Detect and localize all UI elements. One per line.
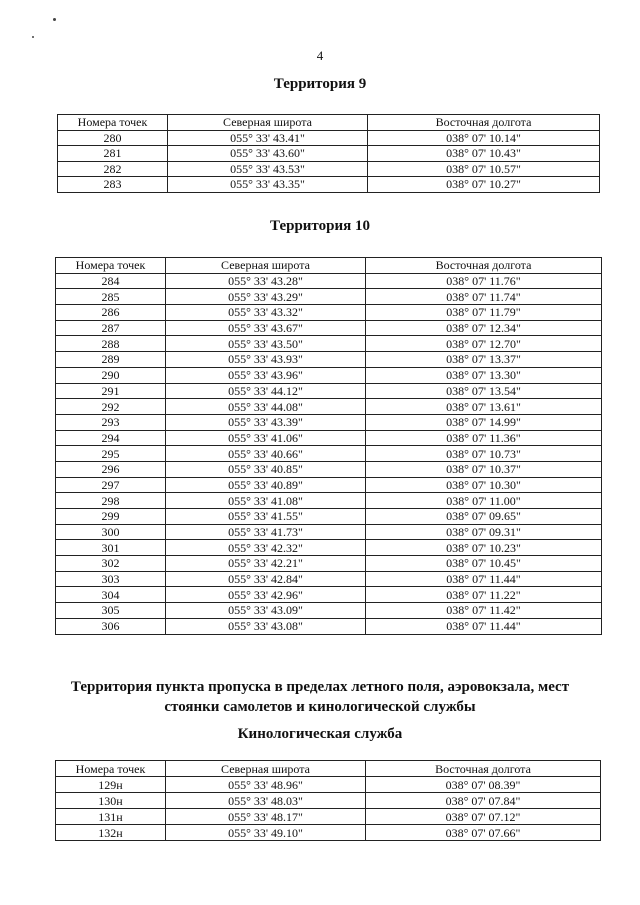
latitude-cell: 055° 33' 44.12" <box>166 383 366 399</box>
table-row <box>56 414 602 430</box>
longitude-cell: 038° 07' 13.37" <box>366 352 602 368</box>
territory-9-table <box>57 114 600 193</box>
latitude-cell: 055° 33' 43.96" <box>166 367 366 383</box>
longitude-cell: 038° 07' 11.00" <box>366 493 602 509</box>
header-longitude: Восточная долгота <box>366 258 602 274</box>
table-row <box>58 161 600 177</box>
longitude-cell: 038° 07' 09.31" <box>366 524 602 540</box>
header-point-number: Номера точек <box>56 761 166 777</box>
point-number-cell: 284 <box>56 273 166 289</box>
longitude-cell: 038° 07' 13.61" <box>366 399 602 415</box>
point-number-cell: 287 <box>56 320 166 336</box>
longitude-cell: 038° 07' 08.39" <box>366 777 601 793</box>
header-point-number: Номера точек <box>58 115 168 131</box>
longitude-cell: 038° 07' 07.66" <box>366 825 601 841</box>
table-row <box>56 587 602 603</box>
point-number-cell: 290 <box>56 367 166 383</box>
latitude-cell: 055° 33' 43.29" <box>166 289 366 305</box>
longitude-cell: 038° 07' 12.34" <box>366 320 602 336</box>
latitude-cell: 055° 33' 43.39" <box>166 414 366 430</box>
checkpoint-title-line-2: стоянки самолетов и кинологической службы <box>164 699 476 715</box>
header-longitude: Восточная долгота <box>368 115 600 131</box>
point-number-cell: 130н <box>56 793 166 809</box>
longitude-cell: 038° 07' 11.79" <box>366 305 602 321</box>
scan-speck-mark <box>32 36 34 38</box>
latitude-cell: 055° 33' 49.10" <box>166 825 366 841</box>
header-latitude: Северная широта <box>166 761 366 777</box>
longitude-cell: 038° 07' 13.54" <box>366 383 602 399</box>
point-number-cell: 303 <box>56 571 166 587</box>
point-number-cell: 285 <box>56 289 166 305</box>
latitude-cell: 055° 33' 48.17" <box>166 809 366 825</box>
table-row <box>56 305 602 321</box>
table-header-row <box>56 761 601 777</box>
table-row <box>56 367 602 383</box>
point-number-cell: 289 <box>56 352 166 368</box>
point-number-cell: 129н <box>56 777 166 793</box>
longitude-cell: 038° 07' 10.57" <box>368 161 600 177</box>
table-row <box>56 477 602 493</box>
header-longitude: Восточная долгота <box>366 761 601 777</box>
latitude-cell: 055° 33' 41.73" <box>166 524 366 540</box>
latitude-cell: 055° 33' 41.55" <box>166 509 366 525</box>
table-row <box>56 793 601 809</box>
canine-service-title: Кинологическая служба <box>237 726 403 742</box>
table-row <box>56 777 601 793</box>
table-header-row <box>58 115 600 131</box>
longitude-cell: 038° 07' 11.22" <box>366 587 602 603</box>
latitude-cell: 055° 33' 41.08" <box>166 493 366 509</box>
latitude-cell: 055° 33' 42.84" <box>166 571 366 587</box>
latitude-cell: 055° 33' 43.35" <box>168 177 368 193</box>
latitude-cell: 055° 33' 48.96" <box>166 777 366 793</box>
point-number-cell: 282 <box>58 161 168 177</box>
table-row <box>56 493 602 509</box>
territory-10-table <box>55 257 602 635</box>
page-number: 4 <box>316 48 324 63</box>
latitude-cell: 055° 33' 48.03" <box>166 793 366 809</box>
table-row <box>56 556 602 572</box>
table-row <box>56 603 602 619</box>
point-number-cell: 294 <box>56 430 166 446</box>
table-row <box>56 809 601 825</box>
point-number-cell: 281 <box>58 146 168 162</box>
table-row <box>56 399 602 415</box>
longitude-cell: 038° 07' 07.12" <box>366 809 601 825</box>
table-row <box>56 336 602 352</box>
point-number-cell: 292 <box>56 399 166 415</box>
table-row <box>56 509 602 525</box>
longitude-cell: 038° 07' 07.84" <box>366 793 601 809</box>
latitude-cell: 055° 33' 43.32" <box>166 305 366 321</box>
header-latitude: Северная широта <box>168 115 368 131</box>
latitude-cell: 055° 33' 43.08" <box>166 618 366 634</box>
point-number-cell: 302 <box>56 556 166 572</box>
point-number-cell: 286 <box>56 305 166 321</box>
point-number-cell: 293 <box>56 414 166 430</box>
longitude-cell: 038° 07' 10.23" <box>366 540 602 556</box>
header-latitude: Северная широта <box>166 258 366 274</box>
longitude-cell: 038° 07' 10.30" <box>366 477 602 493</box>
longitude-cell: 038° 07' 11.74" <box>366 289 602 305</box>
latitude-cell: 055° 33' 43.60" <box>168 146 368 162</box>
scan-speck-mark <box>53 18 56 21</box>
longitude-cell: 038° 07' 10.73" <box>366 446 602 462</box>
latitude-cell: 055° 33' 43.50" <box>166 336 366 352</box>
latitude-cell: 055° 33' 43.53" <box>168 161 368 177</box>
longitude-cell: 038° 07' 11.44" <box>366 618 602 634</box>
point-number-cell: 280 <box>58 130 168 146</box>
longitude-cell: 038° 07' 10.27" <box>368 177 600 193</box>
point-number-cell: 288 <box>56 336 166 352</box>
latitude-cell: 055° 33' 40.85" <box>166 461 366 477</box>
table-header-row <box>56 258 602 274</box>
table-row <box>56 825 601 841</box>
table-row <box>56 524 602 540</box>
latitude-cell: 055° 33' 43.09" <box>166 603 366 619</box>
longitude-cell: 038° 07' 14.99" <box>366 414 602 430</box>
point-number-cell: 295 <box>56 446 166 462</box>
point-number-cell: 296 <box>56 461 166 477</box>
point-number-cell: 301 <box>56 540 166 556</box>
latitude-cell: 055° 33' 43.93" <box>166 352 366 368</box>
point-number-cell: 283 <box>58 177 168 193</box>
point-number-cell: 291 <box>56 383 166 399</box>
table-row <box>56 320 602 336</box>
latitude-cell: 055° 33' 40.66" <box>166 446 366 462</box>
point-number-cell: 304 <box>56 587 166 603</box>
table-row <box>56 540 602 556</box>
longitude-cell: 038° 07' 10.37" <box>366 461 602 477</box>
table-row <box>56 461 602 477</box>
point-number-cell: 306 <box>56 618 166 634</box>
table-row <box>56 446 602 462</box>
point-number-cell: 298 <box>56 493 166 509</box>
table-row <box>58 130 600 146</box>
point-number-cell: 132н <box>56 825 166 841</box>
territory-9-title: Территория 9 <box>273 76 367 92</box>
table-row <box>56 430 602 446</box>
table-row <box>56 289 602 305</box>
point-number-cell: 300 <box>56 524 166 540</box>
longitude-cell: 038° 07' 10.14" <box>368 130 600 146</box>
latitude-cell: 055° 33' 42.21" <box>166 556 366 572</box>
point-number-cell: 305 <box>56 603 166 619</box>
table-row <box>58 146 600 162</box>
latitude-cell: 055° 33' 43.28" <box>166 273 366 289</box>
longitude-cell: 038° 07' 11.36" <box>366 430 602 446</box>
longitude-cell: 038° 07' 10.45" <box>366 556 602 572</box>
longitude-cell: 038° 07' 12.70" <box>366 336 602 352</box>
latitude-cell: 055° 33' 43.41" <box>168 130 368 146</box>
latitude-cell: 055° 33' 40.89" <box>166 477 366 493</box>
longitude-cell: 038° 07' 11.76" <box>366 273 602 289</box>
longitude-cell: 038° 07' 09.65" <box>366 509 602 525</box>
table-row <box>56 383 602 399</box>
point-number-cell: 299 <box>56 509 166 525</box>
latitude-cell: 055° 33' 42.32" <box>166 540 366 556</box>
latitude-cell: 055° 33' 44.08" <box>166 399 366 415</box>
table-row <box>56 571 602 587</box>
table-row <box>58 177 600 193</box>
canine-service-table <box>55 760 601 841</box>
latitude-cell: 055° 33' 43.67" <box>166 320 366 336</box>
territory-10-title: Территория 10 <box>270 218 370 234</box>
latitude-cell: 055° 33' 41.06" <box>166 430 366 446</box>
longitude-cell: 038° 07' 13.30" <box>366 367 602 383</box>
checkpoint-title-line-1: Территория пункта пропуска в пределах летного поля, аэровокзала, мест <box>70 679 570 695</box>
point-number-cell: 297 <box>56 477 166 493</box>
longitude-cell: 038° 07' 11.42" <box>366 603 602 619</box>
header-point-number: Номера точек <box>56 258 166 274</box>
table-row <box>56 618 602 634</box>
longitude-cell: 038° 07' 11.44" <box>366 571 602 587</box>
table-row <box>56 352 602 368</box>
point-number-cell: 131н <box>56 809 166 825</box>
longitude-cell: 038° 07' 10.43" <box>368 146 600 162</box>
table-row <box>56 273 602 289</box>
latitude-cell: 055° 33' 42.96" <box>166 587 366 603</box>
